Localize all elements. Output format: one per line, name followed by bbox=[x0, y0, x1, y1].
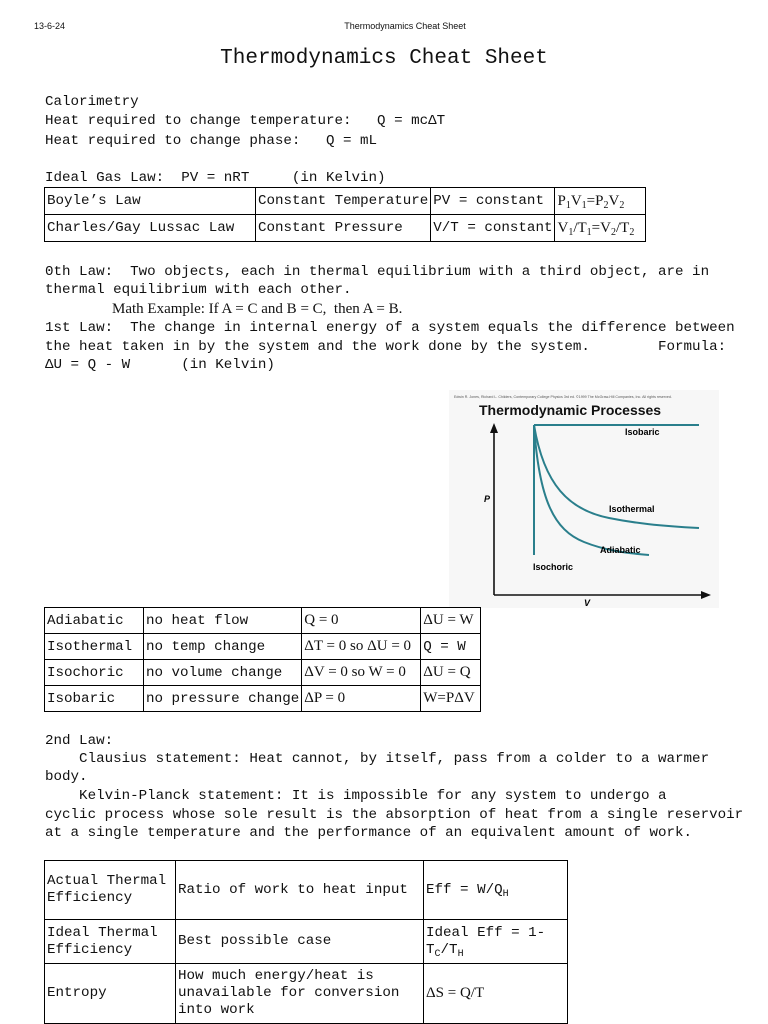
gas-law-condition: Constant Pressure bbox=[256, 215, 431, 242]
processes-table bbox=[44, 607, 481, 712]
efficiency-formula-subscript-c: C bbox=[434, 948, 441, 960]
process-condition: Q = 0 bbox=[302, 608, 421, 634]
y-axis-label: P bbox=[484, 494, 491, 504]
pv-diagram bbox=[449, 390, 719, 608]
pv-diagram-credit: Edwin R. Jones, Richard L. Childers, Contemporary College Physics 3rd ed. ©1999 The McGraw-Hill Companies, Inc. All rights reserved. bbox=[454, 395, 672, 399]
efficiency-formula-t: T bbox=[426, 941, 435, 958]
gas-law-formula: $V_1/T_1=V_2/T_2$ bbox=[555, 215, 646, 242]
process-desc: no heat flow bbox=[144, 608, 302, 634]
process-name: Isothermal bbox=[45, 634, 144, 660]
process-condition: ΔV = 0 so W = 0 bbox=[302, 660, 421, 686]
clausius-line-1: Clausius statement: Heat cannot, by itself, pass from a colder to a warmer bbox=[45, 751, 710, 767]
isothermal-label: Isothermal bbox=[609, 504, 655, 514]
gas-law-relation: PV = constant bbox=[431, 188, 555, 215]
efficiency-formula-subscript-h: H bbox=[457, 948, 464, 960]
first-law-line-1: 1st Law: The change in internal energy of a system equals the difference between bbox=[45, 320, 735, 336]
x-axis-label: V bbox=[584, 598, 591, 608]
process-name: Isochoric bbox=[45, 660, 144, 686]
calorimetry-heading: Calorimetry bbox=[45, 94, 139, 110]
table-row bbox=[45, 608, 481, 634]
clausius-line-2: body. bbox=[45, 769, 88, 785]
first-law-line-3: ΔU = Q - W (in Kelvin) bbox=[45, 357, 275, 373]
adiabatic-label: Adiabatic bbox=[600, 545, 641, 555]
process-result: ΔU = Q bbox=[421, 660, 481, 686]
process-desc: no temp change bbox=[144, 634, 302, 660]
efficiency-formula-text: Eff = W/Q bbox=[426, 882, 503, 898]
efficiency-table bbox=[44, 860, 568, 1024]
kelvin-planck-line-3: at a single temperature and the performance of an equivalent amount of work. bbox=[45, 825, 693, 841]
table-row bbox=[45, 686, 481, 712]
efficiency-formula bbox=[424, 861, 568, 920]
pv-diagram-svg bbox=[449, 390, 719, 608]
efficiency-formula-text: Ideal Eff = 1- bbox=[426, 924, 546, 941]
efficiency-formula: ΔS = Q/T bbox=[424, 964, 568, 1024]
second-law-heading: 2nd Law: bbox=[45, 733, 114, 749]
table-row bbox=[45, 861, 568, 920]
calorimetry-line-phase: Heat required to change phase: Q = mL bbox=[45, 133, 378, 149]
process-condition: ΔT = 0 so ΔU = 0 bbox=[302, 634, 421, 660]
efficiency-formula-t2: /T bbox=[440, 941, 458, 958]
table-row bbox=[45, 634, 481, 660]
efficiency-desc: Ratio of work to heat input bbox=[176, 861, 424, 920]
zeroth-law-math: Math Example: If A = C and B = C, then A = B. bbox=[112, 301, 403, 317]
header-title: Thermodynamics Cheat Sheet bbox=[344, 21, 466, 31]
efficiency-name: Entropy bbox=[45, 964, 176, 1024]
isochoric-label: Isochoric bbox=[533, 562, 574, 572]
calorimetry-line-temperature: Heat required to change temperature: Q = mcΔT bbox=[45, 113, 446, 129]
gas-law-name: Boyle’s Law bbox=[45, 188, 256, 215]
efficiency-name: Ideal Thermal Efficiency bbox=[45, 920, 176, 964]
table-row bbox=[45, 215, 646, 242]
efficiency-name: Actual Thermal Efficiency bbox=[45, 861, 176, 920]
zeroth-law-line-1: 0th Law: Two objects, each in thermal equilibrium with a third object, are in bbox=[45, 264, 710, 280]
gas-law-condition: Constant Temperature bbox=[256, 188, 431, 215]
table-row bbox=[45, 188, 646, 215]
process-name: Adiabatic bbox=[45, 608, 144, 634]
process-name: Isobaric bbox=[45, 686, 144, 712]
process-condition: ΔP = 0 bbox=[302, 686, 421, 712]
gas-law-table bbox=[44, 187, 646, 242]
kelvin-planck-line-2: cyclic process whose sole result is the absorption of heat from a single reservoir bbox=[45, 807, 744, 823]
first-law-line-2: the heat taken in by the system and the work done by the system. Formula: bbox=[45, 339, 727, 355]
process-result: Q = W bbox=[421, 634, 481, 660]
table-row bbox=[45, 920, 568, 964]
ideal-gas-heading: Ideal Gas Law: PV = nRT (in Kelvin) bbox=[45, 170, 386, 186]
pv-diagram-title: Thermodynamic Processes bbox=[479, 402, 662, 418]
process-result: W=PΔV bbox=[421, 686, 481, 712]
isobaric-label: Isobaric bbox=[625, 427, 660, 437]
page-title: Thermodynamics Cheat Sheet bbox=[220, 47, 548, 70]
gas-law-formula: $P_1V_1=P_2V_2$ bbox=[555, 188, 646, 215]
table-row bbox=[45, 964, 568, 1024]
efficiency-formula-subscript: H bbox=[502, 889, 509, 900]
process-desc: no pressure change bbox=[144, 686, 302, 712]
zeroth-law-line-2: thermal equilibrium with each other. bbox=[45, 282, 352, 298]
kelvin-planck-line-1: Kelvin-Planck statement: It is impossible for any system to undergo a bbox=[45, 788, 667, 804]
efficiency-desc: Best possible case bbox=[176, 920, 424, 964]
header-date: 13-6-24 bbox=[34, 21, 66, 31]
process-result: ΔU = W bbox=[421, 608, 481, 634]
efficiency-desc: How much energy/heat is unavailable for conversion into work bbox=[176, 964, 424, 1024]
efficiency-formula bbox=[424, 920, 568, 964]
gas-law-relation: V/T = constant bbox=[431, 215, 555, 242]
gas-law-name: Charles/Gay Lussac Law bbox=[45, 215, 256, 242]
table-row bbox=[45, 660, 481, 686]
process-desc: no volume change bbox=[144, 660, 302, 686]
